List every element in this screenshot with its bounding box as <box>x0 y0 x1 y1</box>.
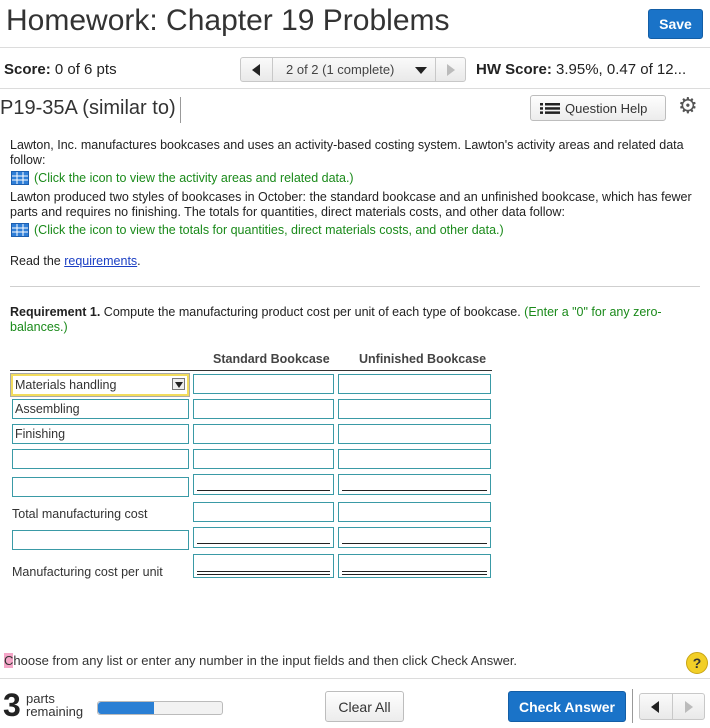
row1-activity-value: Materials handling <box>15 378 117 392</box>
list-icon <box>540 103 560 114</box>
row5-standard-input[interactable] <box>193 474 334 495</box>
save-button[interactable]: Save <box>648 9 703 39</box>
table-grid-icon[interactable] <box>11 171 29 185</box>
subtotal-underline <box>342 490 487 491</box>
subtotal-underline <box>197 490 330 491</box>
row4-activity-input[interactable] <box>12 449 189 469</box>
problem-statement <box>10 138 700 269</box>
header-bar <box>0 0 710 48</box>
row3-standard-input[interactable] <box>193 424 334 444</box>
row2-activity-input[interactable] <box>12 399 189 419</box>
caret-down-icon <box>415 67 427 74</box>
instructions-first-letter: C <box>4 653 14 668</box>
double-underline <box>197 574 330 575</box>
parts-count: 3 <box>3 687 21 723</box>
requirement-hint: (Enter a "0" for any zero-balances.) <box>10 305 662 334</box>
separator <box>632 689 633 723</box>
bottom-previous-button[interactable] <box>640 694 673 719</box>
table-grid-icon[interactable] <box>11 223 29 237</box>
problem-body: Lawton produced two styles of bookcases in October: the standard bookcase and an unfinished bookcase, which has fewer parts and requires no finishing. The totals for quantities, direct materials costs, and other data follow: <box>10 190 692 219</box>
row3-activity-input[interactable] <box>12 424 189 444</box>
bottom-question-navigator <box>639 693 705 720</box>
problem-intro: Lawton, Inc. manufactures bookcases and uses an activity-based costing system. Lawton's activity areas and related data follow: <box>10 138 684 167</box>
chevron-down-icon[interactable] <box>172 378 185 390</box>
question-help-label: Question Help <box>565 100 648 116</box>
score <box>4 61 117 78</box>
row5-activity-input[interactable] <box>12 477 189 497</box>
question-id: P19-35A (similar to) <box>0 97 181 123</box>
double-underline <box>342 571 487 572</box>
read-requirements <box>10 254 700 269</box>
row5-unfinished-input[interactable] <box>338 474 491 495</box>
hw-score-value: 3.95%, 0.47 of 12... <box>556 61 687 78</box>
parts-remaining-label <box>26 692 83 718</box>
cost-per-unit-label: Manufacturing cost per unit <box>12 565 163 579</box>
units-underline <box>342 543 487 544</box>
requirements-link[interactable]: requirements <box>64 254 138 268</box>
check-answer-button[interactable]: Check Answer <box>508 691 626 722</box>
parts-line2: remaining <box>26 704 84 719</box>
page-title: Homework: Chapter 19 Problems <box>6 4 450 37</box>
requirement-label: Requirement 1. <box>10 305 101 319</box>
instructions-rest: hoose from any list or enter any number in the input fields and then click Check Answer. <box>13 653 518 668</box>
score-value: 0 of 6 pts <box>54 61 117 78</box>
units-standard-input[interactable] <box>193 527 334 548</box>
parts-line1: parts <box>26 691 55 706</box>
units-underline <box>197 543 330 544</box>
double-underline <box>342 574 487 575</box>
units-unfinished-input[interactable] <box>338 527 491 548</box>
hw-score-label: HW Score: <box>476 61 552 78</box>
bottom-bar <box>0 678 710 728</box>
totals-data-link-text[interactable]: (Click the icon to view the totals for quantities, direct materials costs, and other data.) <box>34 223 504 237</box>
bottom-next-button[interactable] <box>674 694 704 719</box>
row1-activity-select[interactable] <box>11 374 189 396</box>
row1-unfinished-input[interactable] <box>338 374 491 394</box>
row2-standard-input[interactable] <box>193 399 334 419</box>
question-navigator <box>240 57 466 82</box>
total-unfinished-input[interactable] <box>338 502 491 522</box>
row3-unfinished-input[interactable] <box>338 424 491 444</box>
row2-activity-value: Assembling <box>15 402 80 416</box>
question-help-button[interactable] <box>530 95 666 121</box>
gear-icon[interactable]: ⚙ <box>678 93 698 118</box>
activity-data-link[interactable] <box>10 171 700 186</box>
score-bar <box>0 49 710 89</box>
total-standard-input[interactable] <box>193 502 334 522</box>
divider <box>10 286 700 287</box>
column-header-standard: Standard Bookcase <box>213 352 330 366</box>
read-suffix: . <box>137 254 141 268</box>
row1-standard-input[interactable] <box>193 374 334 394</box>
progress-fill <box>98 702 154 714</box>
header-underline <box>10 370 492 371</box>
row3-activity-value: Finishing <box>15 427 66 441</box>
previous-question-button[interactable] <box>241 58 273 81</box>
requirement-text <box>10 305 690 335</box>
row4-standard-input[interactable] <box>193 449 334 469</box>
units-label-input[interactable] <box>12 530 189 550</box>
totals-data-link[interactable] <box>10 223 700 238</box>
activity-data-link-text[interactable]: (Click the icon to view the activity areas and related data.) <box>34 171 354 185</box>
clear-all-button[interactable]: Clear All <box>325 691 404 722</box>
row4-unfinished-input[interactable] <box>338 449 491 469</box>
row2-unfinished-input[interactable] <box>338 399 491 419</box>
question-bar <box>0 89 710 127</box>
requirement-body: Compute the manufacturing product cost per unit of each type of bookcase. <box>100 305 521 319</box>
question-position: 2 of 2 (1 complete) <box>286 62 395 77</box>
hw-score <box>476 61 686 78</box>
score-label: Score: <box>4 61 51 78</box>
double-underline <box>197 571 330 572</box>
help-question-icon[interactable]: ? <box>686 652 708 674</box>
total-manufacturing-cost-label: Total manufacturing cost <box>12 507 148 521</box>
column-header-unfinished: Unfinished Bookcase <box>359 352 487 366</box>
question-select[interactable] <box>274 58 436 81</box>
parts-progress-bar <box>97 701 223 715</box>
instructions-text <box>4 653 517 668</box>
next-question-button[interactable] <box>437 58 465 81</box>
read-prefix: Read the <box>10 254 65 268</box>
